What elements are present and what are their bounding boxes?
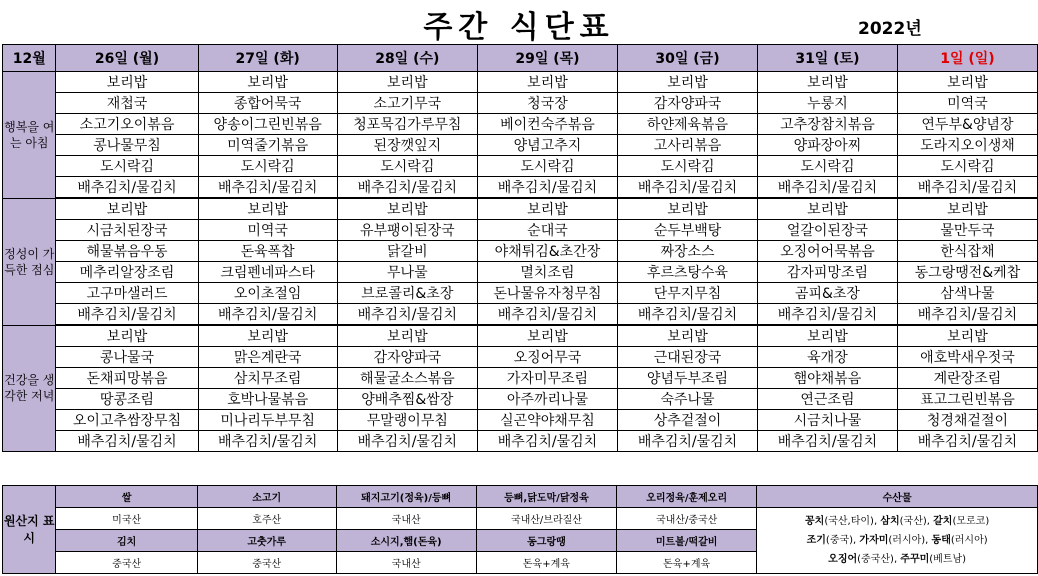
origin-country: 중국산 <box>56 552 197 574</box>
dish-cell: 야채튀김&초간장 <box>477 241 617 262</box>
dish-cell: 베이컨숙주볶음 <box>477 114 617 135</box>
dish-cell: 보리밥 <box>198 325 337 347</box>
page-title: 주간 식단표 <box>423 10 615 45</box>
origin-item: 쌀 <box>56 486 197 508</box>
dish-cell: 보리밥 <box>337 325 477 347</box>
origin-country: 돈육+계육 <box>476 552 616 574</box>
dish-cell: 돈채피망볶음 <box>56 368 198 389</box>
dish-cell: 아주까리나물 <box>477 389 617 410</box>
dish-cell: 미역국 <box>198 220 337 241</box>
seafood-line <box>757 531 1037 550</box>
dish-cell: 메추리알장조림 <box>56 262 198 283</box>
origin-item: 소고기 <box>197 486 336 508</box>
dish-cell: 무말랭이무침 <box>337 410 477 431</box>
menu-row <box>3 368 1038 389</box>
origin-country: 돈육+계육 <box>617 552 757 574</box>
dish-cell: 햄야채볶음 <box>757 368 897 389</box>
dish-cell: 감자양파국 <box>618 93 758 114</box>
dish-cell: 삼치무조림 <box>198 368 337 389</box>
dish-cell: 보리밥 <box>56 325 198 347</box>
dish-cell: 보리밥 <box>56 72 198 93</box>
dish-cell: 호박나물볶음 <box>198 389 337 410</box>
seafood-origin: (중국), <box>825 535 860 546</box>
meal-label: 건강을 생각한 저녁 <box>3 325 56 452</box>
dish-cell: 보리밥 <box>198 72 337 93</box>
dish-cell: 도시락김 <box>757 156 897 177</box>
dish-cell: 오징어무국 <box>477 347 617 368</box>
origin-item: 오리정육/훈제오리 <box>617 486 757 508</box>
dish-cell: 크림펜네파스타 <box>198 262 337 283</box>
dish-cell: 브로콜리&초장 <box>337 283 477 304</box>
origin-table <box>2 485 1038 574</box>
dish-cell: 배추김치/물김치 <box>618 304 758 326</box>
dish-cell: 땅콩조림 <box>56 389 198 410</box>
dish-cell: 배추김치/물김치 <box>337 431 477 452</box>
menu-table <box>2 44 1038 452</box>
dish-cell: 표고그린빈볶음 <box>897 389 1037 410</box>
dish-cell: 시금치나물 <box>757 410 897 431</box>
seafood-name: 동태 <box>931 535 951 546</box>
seafood-name: 꽁치 <box>805 516 825 527</box>
dish-cell: 고추장참치볶음 <box>757 114 897 135</box>
dish-cell: 보리밥 <box>618 198 758 220</box>
origin-country: 국내산 <box>336 552 476 574</box>
seafood-name: 가자미 <box>859 535 889 546</box>
origin-country: 미국산 <box>56 508 197 530</box>
dish-cell: 연두부&양념장 <box>897 114 1037 135</box>
day-header: 30일 (금) <box>618 45 758 72</box>
dish-cell: 양파장아찌 <box>757 135 897 156</box>
menu-row <box>3 72 1038 93</box>
dish-cell: 보리밥 <box>56 198 198 220</box>
dish-cell: 배추김치/물김치 <box>56 177 198 199</box>
dish-cell: 배추김치/물김치 <box>618 177 758 199</box>
dish-cell: 감자피망조림 <box>757 262 897 283</box>
dish-cell: 숙주나물 <box>618 389 758 410</box>
menu-row <box>3 177 1038 199</box>
origin-label: 원산지 표시 <box>3 486 56 574</box>
dish-cell: 오이초절임 <box>198 283 337 304</box>
seafood-name: 갈치 <box>933 516 953 527</box>
dish-cell: 계란장조림 <box>897 368 1037 389</box>
dish-cell: 얼갈이된장국 <box>757 220 897 241</box>
dish-cell: 배추김치/물김치 <box>477 304 617 326</box>
dish-cell: 배추김치/물김치 <box>897 177 1037 199</box>
dish-cell: 배추김치/물김치 <box>477 177 617 199</box>
dish-cell: 후르츠탕수육 <box>618 262 758 283</box>
seafood-origin: (모로코) <box>952 516 990 527</box>
dish-cell: 배추김치/물김치 <box>477 431 617 452</box>
dish-cell: 배추김치/물김치 <box>337 304 477 326</box>
dish-cell: 배추김치/물김치 <box>897 304 1037 326</box>
dish-cell: 콩나물국 <box>56 347 198 368</box>
dish-cell: 청국장 <box>477 93 617 114</box>
day-header: 27일 (화) <box>198 45 337 72</box>
menu-row <box>3 114 1038 135</box>
menu-row <box>3 198 1038 220</box>
meal-label: 정성이 가득한 점심 <box>3 198 56 325</box>
day-header: 26일 (월) <box>56 45 198 72</box>
seafood-origin: (베트남) <box>929 554 967 565</box>
year-label: 2022년 <box>858 19 922 39</box>
origin-country: 국내산/중국산 <box>617 508 757 530</box>
origin-item: 돼지고기(정육)/등뼈 <box>336 486 476 508</box>
dish-cell: 순두부백탕 <box>618 220 758 241</box>
day-header: 29일 (목) <box>477 45 617 72</box>
menu-row <box>3 156 1038 177</box>
dish-cell: 물만두국 <box>897 220 1037 241</box>
seafood-name: 주꾸미 <box>900 554 930 565</box>
menu-row <box>3 93 1038 114</box>
dish-cell: 닭갈비 <box>337 241 477 262</box>
dish-cell: 보리밥 <box>897 325 1037 347</box>
dish-cell: 근대된장국 <box>618 347 758 368</box>
dish-cell: 보리밥 <box>618 72 758 93</box>
day-header-sunday: 1일 (일) <box>897 45 1037 72</box>
origin-item: 미트볼/떡갈비 <box>617 530 757 552</box>
dish-cell: 보리밥 <box>477 325 617 347</box>
dish-cell: 배추김치/물김치 <box>337 177 477 199</box>
meal-label: 행복을 여는 아침 <box>3 72 56 199</box>
dish-cell: 양송이그린빈볶음 <box>198 114 337 135</box>
dish-cell: 보리밥 <box>198 198 337 220</box>
dish-cell: 배추김치/물김치 <box>198 431 337 452</box>
origin-country: 국내산 <box>336 508 476 530</box>
dish-cell: 보리밥 <box>477 198 617 220</box>
dish-cell: 배추김치/물김치 <box>757 177 897 199</box>
dish-cell: 멸치조림 <box>477 262 617 283</box>
dish-cell: 배추김치/물김치 <box>757 304 897 326</box>
seafood-title: 수산물 <box>757 486 1038 508</box>
dish-cell: 오이고추쌈장무침 <box>56 410 198 431</box>
dish-cell: 오징어어묵볶음 <box>757 241 897 262</box>
dish-cell: 재첩국 <box>56 93 198 114</box>
dish-cell: 짜장소스 <box>618 241 758 262</box>
dish-cell: 실곤약야채무침 <box>477 410 617 431</box>
dish-cell: 돈육폭찹 <box>198 241 337 262</box>
dish-cell: 해물볶음우동 <box>56 241 198 262</box>
dish-cell: 단무지무침 <box>618 283 758 304</box>
dish-cell: 감자양파국 <box>337 347 477 368</box>
seafood-origin: (국산), <box>899 516 934 527</box>
dish-cell: 도시락김 <box>618 156 758 177</box>
seafood-name: 오징어 <box>828 554 858 565</box>
menu-row <box>3 431 1038 452</box>
dish-cell: 배추김치/물김치 <box>897 431 1037 452</box>
seafood-name: 삼치 <box>880 516 900 527</box>
dish-cell: 보리밥 <box>618 325 758 347</box>
dish-cell: 보리밥 <box>897 198 1037 220</box>
dish-cell: 보리밥 <box>757 325 897 347</box>
dish-cell: 미역줄기볶음 <box>198 135 337 156</box>
menu-row <box>3 325 1038 347</box>
dish-cell: 애호박새우젓국 <box>897 347 1037 368</box>
dish-cell: 보리밥 <box>477 72 617 93</box>
dish-cell: 상추겉절이 <box>618 410 758 431</box>
dish-cell: 양념고추지 <box>477 135 617 156</box>
menu-row <box>3 135 1038 156</box>
dish-cell: 보리밥 <box>897 72 1037 93</box>
dish-cell: 유부팽이된장국 <box>337 220 477 241</box>
dish-cell: 배추김치/물김치 <box>56 304 198 326</box>
origin-item: 김치 <box>56 530 197 552</box>
dish-cell: 삼색나물 <box>897 283 1037 304</box>
dish-cell: 도시락김 <box>198 156 337 177</box>
dish-cell: 보리밥 <box>757 198 897 220</box>
dish-cell: 곰피&초장 <box>757 283 897 304</box>
dish-cell: 보리밥 <box>337 72 477 93</box>
dish-cell: 배추김치/물김치 <box>757 431 897 452</box>
dish-cell: 콩나물무침 <box>56 135 198 156</box>
seafood-line <box>757 512 1037 531</box>
dish-cell: 소고기무국 <box>337 93 477 114</box>
dish-cell: 종합어묵국 <box>198 93 337 114</box>
dish-cell: 배추김치/물김치 <box>198 304 337 326</box>
menu-row <box>3 304 1038 326</box>
dish-cell: 미나리두부무침 <box>198 410 337 431</box>
dish-cell: 소고기오이볶음 <box>56 114 198 135</box>
menu-row <box>3 241 1038 262</box>
dish-cell: 배추김치/물김치 <box>198 177 337 199</box>
origin-item: 고춧가루 <box>197 530 336 552</box>
month-header: 12월 <box>3 45 56 72</box>
origin-item: 등뼈,닭도막/닭정육 <box>476 486 616 508</box>
menu-row <box>3 220 1038 241</box>
menu-row <box>3 262 1038 283</box>
dish-cell: 시금치된장국 <box>56 220 198 241</box>
title-bar <box>0 0 1038 44</box>
dish-cell: 보리밥 <box>757 72 897 93</box>
dish-cell: 청경채겉절이 <box>897 410 1037 431</box>
dish-cell: 한식잡채 <box>897 241 1037 262</box>
menu-row <box>3 389 1038 410</box>
dish-cell: 미역국 <box>897 93 1037 114</box>
origin-item: 동그랑땡 <box>476 530 616 552</box>
dish-cell: 도시락김 <box>477 156 617 177</box>
dish-cell: 도시락김 <box>56 156 198 177</box>
dish-cell: 순대국 <box>477 220 617 241</box>
menu-row <box>3 347 1038 368</box>
menu-row <box>3 410 1038 431</box>
dish-cell: 배추김치/물김치 <box>618 431 758 452</box>
origin-country: 중국산 <box>197 552 336 574</box>
dish-cell: 무나물 <box>337 262 477 283</box>
dish-cell: 도시락김 <box>337 156 477 177</box>
origin-country: 국내산/브라질산 <box>476 508 616 530</box>
dish-cell: 육개장 <box>757 347 897 368</box>
origin-item: 소시지,햄(돈육) <box>336 530 476 552</box>
dish-cell: 맑은계란국 <box>198 347 337 368</box>
seafood-name: 조기 <box>806 535 826 546</box>
dish-cell: 보리밥 <box>337 198 477 220</box>
dish-cell: 도라지오이생채 <box>897 135 1037 156</box>
seafood-origin: (러시아), <box>888 535 932 546</box>
seafood-line <box>757 550 1037 569</box>
dish-cell: 고구마샐러드 <box>56 283 198 304</box>
dish-cell: 연근조림 <box>757 389 897 410</box>
seafood-origins <box>757 508 1038 574</box>
day-header: 31일 (토) <box>757 45 897 72</box>
dish-cell: 청포묵김가루무침 <box>337 114 477 135</box>
dish-cell: 동그랑땡전&케찹 <box>897 262 1037 283</box>
dish-cell: 된장깻잎지 <box>337 135 477 156</box>
dish-cell: 양배추찜&쌈장 <box>337 389 477 410</box>
header-row <box>3 45 1038 72</box>
dish-cell: 가자미무조림 <box>477 368 617 389</box>
seafood-origin: (러시아) <box>950 535 988 546</box>
seafood-origin: (중국산), <box>857 554 901 565</box>
dish-cell: 해물굴소스볶음 <box>337 368 477 389</box>
dish-cell: 고사리볶음 <box>618 135 758 156</box>
origin-country: 호주산 <box>197 508 336 530</box>
dish-cell: 하얀제육볶음 <box>618 114 758 135</box>
dish-cell: 누룽지 <box>757 93 897 114</box>
dish-cell: 배추김치/물김치 <box>56 431 198 452</box>
seafood-origin: (국산,타이), <box>824 516 881 527</box>
day-header: 28일 (수) <box>337 45 477 72</box>
menu-row <box>3 283 1038 304</box>
dish-cell: 돈나물유자청무침 <box>477 283 617 304</box>
dish-cell: 도시락김 <box>897 156 1037 177</box>
dish-cell: 양념두부조림 <box>618 368 758 389</box>
